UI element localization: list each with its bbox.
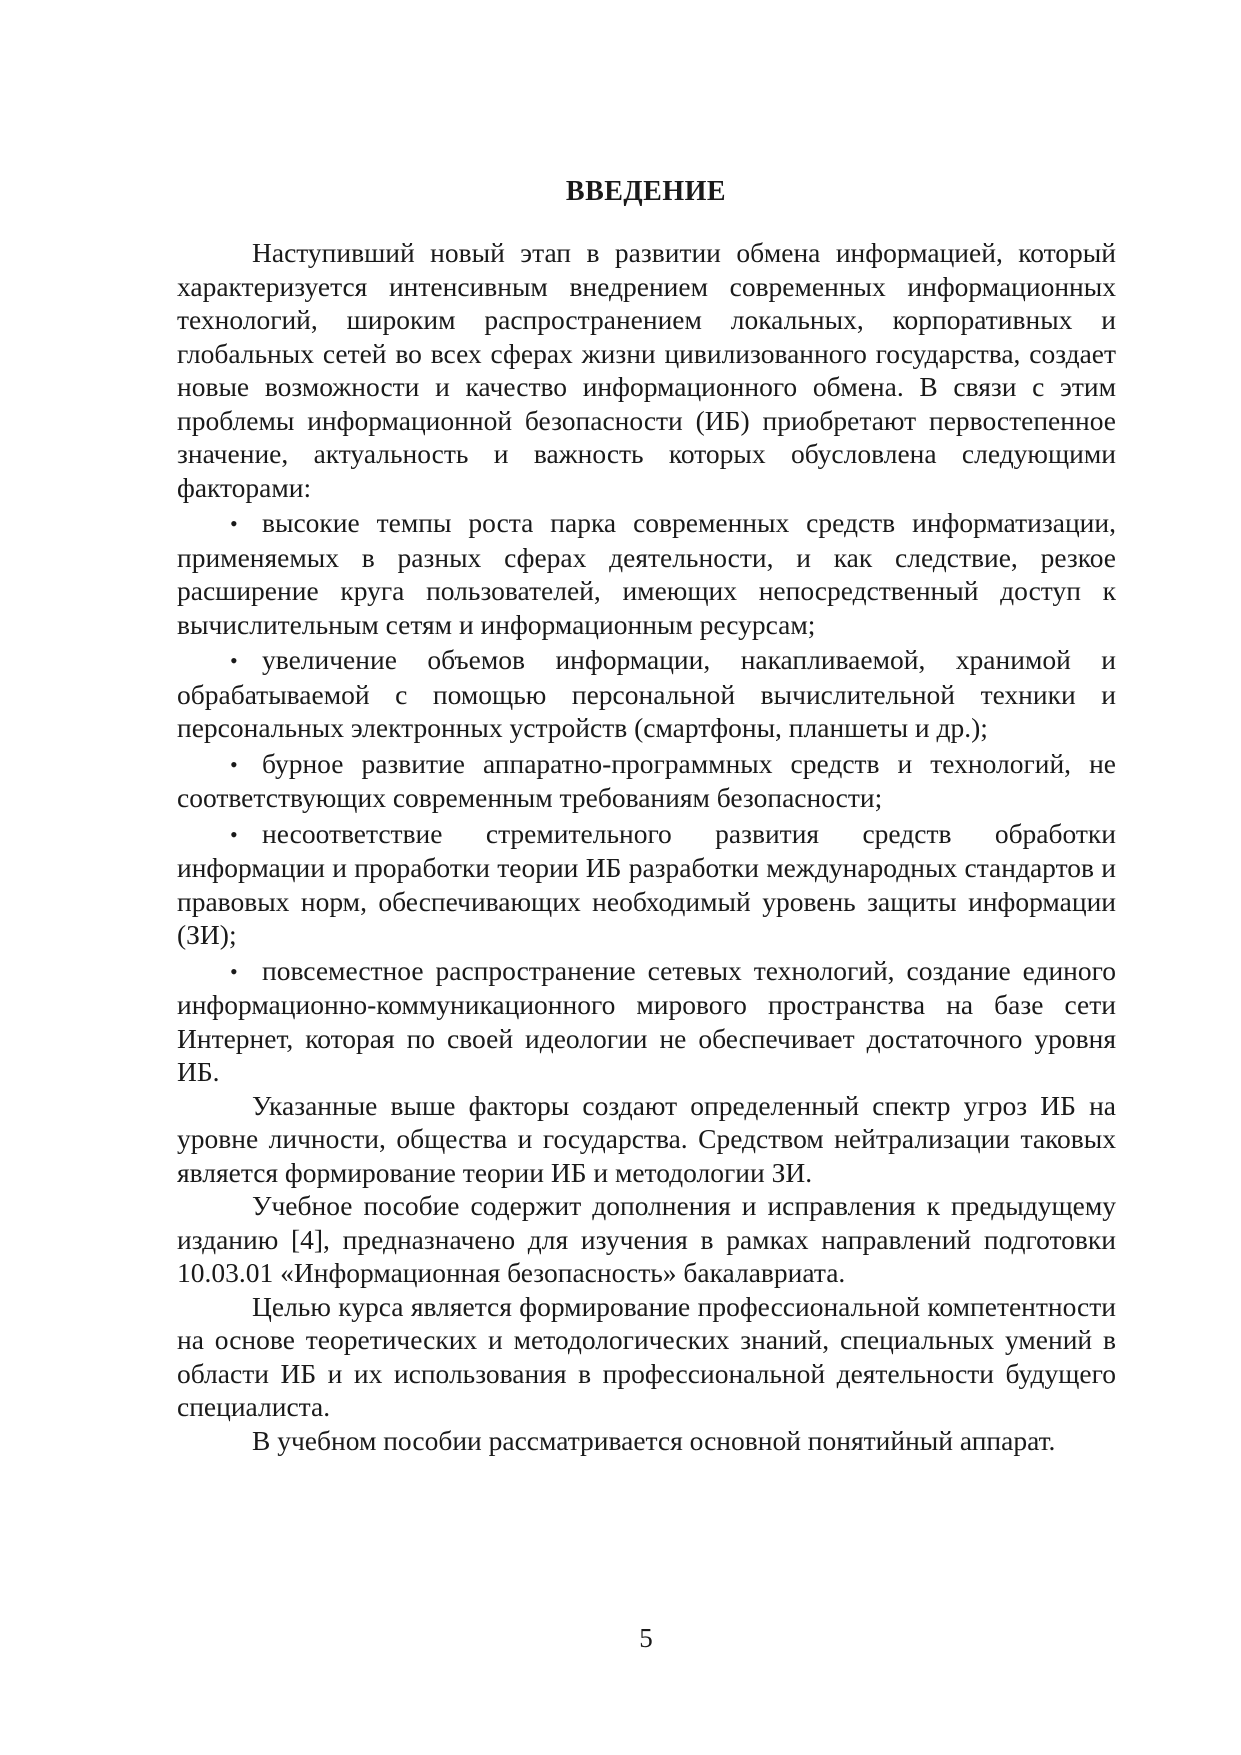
bullet-icon: • [230, 648, 238, 673]
bullet-icon: • [230, 958, 238, 984]
body-paragraph: Целью курса является формирование профессиональной компетентности на основе теоретических и методологических знаний, специальных умений в области ИБ и их использования в профессиональной деятельности будущего специалиста. [177, 1290, 1116, 1422]
intro-paragraph: Наступивший новый этап в развитии обмена информацией, который характеризуется интенсивным внедрением современных информационных технологий, широким распространением локальных, корпоративных и глобальных сетей во всех сферах жизни цивилизованного государства, создает новые возможности и качество информационного обмена. В связи с этим проблемы информационной безопасности (ИБ) приобретают первостепенное значение, актуальность и важность которых обусловлена следующими факторами: [177, 237, 1116, 503]
bullet-text: повсеместное распространение сетевых технологий, создание единого информационно-коммуникационного мирового пространства на базе сети Интернет, которая по своей идеологии не обеспечивает достаточного уровня ИБ. [177, 954, 1116, 1087]
document-body [177, 236, 1116, 1457]
bullet-icon: • [230, 511, 238, 536]
page-number: 5 [639, 1623, 653, 1653]
body-paragraph: Учебное пособие содержит дополнения и исправления к предыдущему изданию [4], предназначено для изучения в рамках направлений подготовки 10.03.01 «Информационная безопасность» бакалавриата. [177, 1190, 1116, 1288]
bullet-list-item [177, 506, 1116, 641]
bullet-list-item [177, 954, 1116, 1089]
bullet-list-item [177, 643, 1116, 745]
bullet-list-item [177, 747, 1116, 815]
bullet-text: увеличение объемов информации, накапливаемой, хранимой и обрабатываемой с помощью персональной вычислительной техники и персональных электронных устройств (смартфоны, планшеты и др.); [177, 644, 1116, 743]
bullet-text: несоответствие стремительного развития средств обработки информации и проработки теории ИБ разработки международных стандартов и правовых норм, обеспечивающих необходимый уровень защиты информации (ЗИ); [177, 817, 1116, 950]
bullet-icon: • [230, 751, 238, 777]
body-paragraph: Указанные выше факторы создают определенный спектр угроз ИБ на уровне личности, общества и государства. Средством нейтрализации таковых является формирование теории ИБ и методологии ЗИ. [177, 1089, 1116, 1188]
bullet-text: бурное развитие аппаратно-программных средств и технологий, не соответствующих современным требованиям безопасности; [177, 747, 1116, 813]
bullet-list-item [177, 817, 1116, 952]
body-paragraph: В учебном пособии рассматривается основной понятийный аппарат. [252, 1424, 1056, 1456]
page-title: ВВЕДЕНИЕ [565, 176, 727, 207]
bullet-text: высокие темпы роста парка современных средств информатизации, применяемых в разных сферах деятельности, и как следствие, резкое расширение круга пользователей, имеющих непосредственный доступ к вычислительным сетям и информационным ресурсам; [177, 507, 1116, 640]
bullet-icon: • [230, 821, 238, 847]
